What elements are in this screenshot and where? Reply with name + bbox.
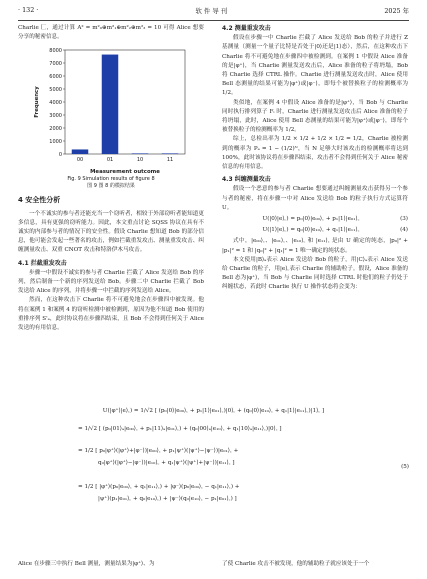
equation-4-body: U(|1⟩|e⟩꜀) = q₀|0⟩|e₁₀⟩꜀ + q₁|1⟩|e₁₁⟩꜀ [262,227,360,234]
x-tick-label: 00 [76,157,84,164]
y-axis-label: Frequency [34,86,40,119]
journal-year: 2025 年 [384,7,409,15]
equation-4 [222,226,408,235]
equation-5-line-3a: = 1/2 [ p₀|φ⁺⟩(|φ⁺⟩+|φ⁻⟩)|e₀₀⟩꜀ + p₁|ψ⁺⟩(|ψ⁺⟩−|ψ⁻⟩)|e₀₁⟩꜀ + [78,448,239,454]
intercept-resend-paragraph-2: 然而，在这种攻击下 Charlie 将不可避免地会在步骤四中被发现。他将在案例 1 和案例 4 的窃听检测中被检测到，原因为他不知道 Bob 使用的重排序列 S'ₐ，此时协议将在步骤四结束，且 Bob 不会得到任何关于 Alice 发送的有用信息。 [18,297,204,332]
measure-resend-paragraph-2: 类似地，在案例 4 中假设 Alice 准备的是|φ⁺⟩，当 Bob 与 Charlie 同时执行排列算子 Fᵢ 时，Charlie 进行测量发送攻击后 Alice 准备的粒子将坍塌，此时，Alice 使用 Bell 态测量的结果可能为|φ⁺⟩或|φ⁻⟩，即每个被替换粒子的检测概率为 1/2。 [222,99,408,134]
y-tick-label: 6000 [49,74,62,81]
figure-caption-en: Fig. 9 Simulation results of figure 8 [67,176,155,183]
y-tick-label: 1000 [49,139,62,146]
intro-paragraph: Charlie 匚，通过计算 A² = m²₀⊕m²₁⊕m²₂⊕m²₃ = 10 可得 Alice 想要分享的秘密信息。 [18,25,204,41]
equation-5-line-3b: q₀|φ⁺⟩(|φ⁺⟩−|φ⁻⟩)|e₁₀⟩꜀ + q₁|ψ⁺⟩(|ψ⁺⟩+|ψ⁻⟩)|e₁₁⟩꜀ ] [98,460,235,466]
plot-frame [65,50,185,154]
left-column [18,24,204,333]
journal-name: 软 件 导 刊 [195,7,228,15]
equation-5-number: (5) [401,464,409,470]
equation-5-line-4a: = 1/2 [ |φ⁺⟩(p₀|e₀₀⟩꜀ + q₁|e₁₁⟩꜀) + |φ⁻⟩(p₀|e₀₀⟩꜀ − q₁|e₁₁⟩꜀) + [78,484,240,490]
security-intro-paragraph: 一个不诚实的参与者还能充当一个窃听者，相较于外部窃听者能知道更多信息，具有更强的窃听能力。因此，本文重点讨论 SQSS 协议在具有不诚实的内部参与者的情况下的安全性。假设 Charlie 想知道 Bob 的部分信息，他可能会发起一些著名的攻击，例如拦截重发攻击、测量重发攻击、纠缠测量攻击、双重 CNOT 攻击和特洛伊木马攻击。 [18,210,204,254]
right-column [222,24,408,293]
subsection-heading-4-2: 4.2 测量重发攻击 [222,25,271,32]
entangle-measure-paragraph-2: 式中，|e₀₀⟩꜀、|e₀₁⟩꜀、|e₁₀⟩꜀ 和 |e₁₁⟩꜀ 是由 U 确定的纯态，|p₀|² + |p₁|² = 1 和 |q₀|² + |q₁|² = 1 唯一确定的纯状态。 [222,238,408,254]
equation-5 [18,403,409,543]
x-axis-label: Measurement outcome [90,169,160,176]
bar-chart [31,44,191,176]
measure-resend-paragraph-1: 假设在步骤一中 Charlie 拦截了 Alice 发送给 Bob 的粒子并进行 Z 基测量（测量一个量子比特是否处于|0⟩还是|1⟩态），然后，在这种攻击下 Charlie 将不可避免地在步骤四中被检测到。在案例 1 中假设 Alice 准备的是|φ⁺⟩，当 Charlie 测量发送攻击后，Alice 准备的粒子将坍塌，Bob 将 Charlie 选择 CTRL 操作。Charlie 进行测量发送攻击时，Alice 使用 Bell 态测量的结果可能为|φ⁺⟩或|φ⁻⟩，即每个被替换粒子的检测概率为 1/2。 [222,35,408,97]
subsection-heading-4-3: 4.3 纠缠测量攻击 [222,176,271,184]
equation-3-number: (3) [400,216,408,223]
equation-5-line-2: = 1/√2 [ (p₀|01⟩ₐ|e₀₀⟩꜀ + p₁|11⟩ₐ|e₀₁⟩꜀) + (q₀|00⟩ₐ|e₁₀⟩꜀ + q₁|10⟩ₐ|e₁₁⟩꜀)|0⟩꜀ ] [78,426,282,432]
footer-left-text: Alice 在步骤三中执行 Bell 测量，测量结果为|φ⁺⟩、为 [18,561,155,567]
bar-11 [162,154,179,155]
measure-resend-paragraph-3: 综上，总检出率为 1/2 × 1/2 + 1/2 × 1/2 = 1/2，Charlie 被检测到的概率为 Pₐ = 1 − (1/2)ᴺ，当 N 足够大时该攻击的检测概率将达到 100%，此时该协议将在步骤四结束，攻击者不会得到任何关于 Alice 秘密信息的有用信息。 [222,136,408,171]
y-tick-label: 5000 [49,87,62,94]
bar-10 [132,154,149,155]
equation-5-line-1: U(|φ⁺⟩|e⟩꜀) = 1/√2 [ (p₀|0⟩|e₀₀⟩꜀ + p₁|1⟩|e₀₁⟩꜀)|0⟩꜀ + (q₀|0⟩|e₁₀⟩꜀ + q₁|1⟩|e₁₁⟩꜀)|1⟩꜀ ] [102,408,325,414]
x-tick-label: 11 [166,157,174,164]
page-header [18,6,409,21]
entangle-measure-paragraph-3: 本文使用|B⟩ₐ表示 Alice 发送给 Bob 的粒子，用|C⟩ₐ表示 Alice 发送给 Charlie 的粒子，用|e⟩꜀表示 Charlie 的辅助粒子。假设，Alice 准备的 Bell 态为|φ⁺⟩，当 Bob 与 Charlie 同时选择 CTRL 时他们的粒子仍处于纠缠状态，若此时 Charlie 执行 U 操作状态将会变为： [222,256,408,291]
bar-01 [102,55,119,154]
y-tick-label: 3000 [49,113,62,120]
entangle-measure-paragraph-1: 假设一个恶意的参与者 Charlie 想要通过纠缠测量攻击获得另一个参与者的秘密，将在步骤一中对 Alice 发送给 Bob 的粒子执行方式运算符 U。 [222,186,408,211]
bar-00 [72,150,89,155]
y-tick-label: 8000 [49,48,62,55]
y-tick-label: 4000 [49,100,62,107]
y-tick-label: 7000 [49,61,62,68]
x-tick-label: 10 [136,157,144,164]
page-number: · 132 · [18,6,39,14]
equation-3 [222,215,408,224]
equation-4-number: (4) [400,227,408,234]
y-tick-label: 0 [58,152,62,159]
x-tick-label: 01 [106,157,114,164]
footer-right-text: 了使 Charlie 攻击不被发现，他的辅助粒子就应该处于一个 [222,561,370,567]
y-tick-label: 2000 [49,126,62,133]
equation-5-line-4b: |ψ⁺⟩(p₁|e₀₁⟩꜀ + q₀|e₁₀⟩꜀) + |ψ⁻⟩(q₀|e₁₀⟩꜀ − p₁|e₀₁⟩꜀) ] [98,496,237,502]
section-heading-4: 4 安全性分析 [18,196,61,205]
figure-caption-cn: 图 9 图 8 的模拟结果 [87,183,135,190]
equation-3-body: U(|0⟩|e⟩꜀) = p₀|0⟩|e₀₀⟩꜀ + p₁|1⟩|e₀₁⟩꜀ [262,216,360,223]
intercept-resend-paragraph-1: 步骤一中假设不诚实的参与者 Charlie 拦截了 Alice 发送给 Bob 的序列，然后制备一个新的序列发送给 Bob。步骤二中 Charlie 拦截了 Bob 发送给 Alice 的序列，并将步骤一中拦截的序列发送给 Alice。 [18,269,204,295]
subsection-heading-4-1: 4.1 拦截重发攻击 [18,259,67,267]
